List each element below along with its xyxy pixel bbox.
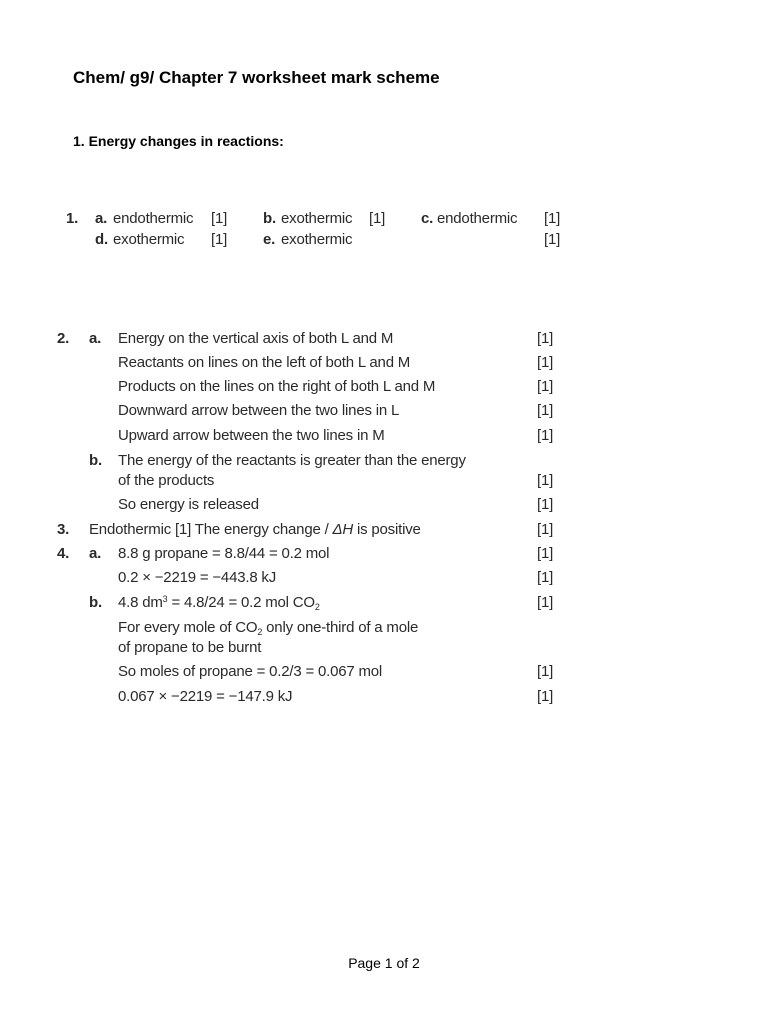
answer-line: So moles of propane = 0.2/3 = 0.067 mol [118,663,383,680]
mark: [1] [537,521,554,538]
mark: [1] [537,688,554,705]
answer-text: only one-third of a mole [262,619,419,636]
mark: [1] [211,210,228,227]
part-letter: a. [89,545,102,562]
answer-line: So energy is released [118,496,259,513]
answer-line: Energy on the vertical axis of both L and M [118,330,394,347]
question-number: 3. [57,521,70,538]
answer-letter: b. [263,210,276,227]
part-letter: b. [89,452,102,469]
answer-text: exothermic [281,210,353,227]
answer-line: Reactants on lines on the left of both L and M [118,354,411,371]
question-number: 4. [57,545,70,562]
section-heading: 1. Energy changes in reactions: [73,133,284,149]
subscript: 2 [257,627,263,637]
answer-letter: e. [263,231,276,248]
answer-line [118,619,418,637]
mark: [1] [537,354,554,371]
answer-text: endothermic [437,210,518,227]
mark: [1] [211,231,228,248]
page-footer: Page 1 of 2 [348,955,420,971]
mark: [1] [369,210,386,227]
answer-text: is positive [353,521,421,538]
mark: [1] [537,569,554,586]
answer-line: The energy of the reactants is greater than the energy [118,452,466,469]
page-title: Chem/ g9/ Chapter 7 worksheet mark scheme [73,68,440,87]
subscript: 2 [314,602,320,612]
answer-text: endothermic [113,210,194,227]
mark: [1] [537,330,554,347]
superscript: 3 [162,594,168,604]
question-number: 2. [57,330,70,347]
answer-text: 4.8 dm [118,594,163,611]
answer-line [118,594,320,612]
mark: [1] [537,663,554,680]
mark: [1] [544,231,561,248]
answer-text: exothermic [113,231,185,248]
answer-line: 0.067 × −2219 = −147.9 kJ [118,688,293,705]
mark: [1] [537,496,554,513]
mark: [1] [537,472,554,489]
delta-h: ΔH [332,521,354,538]
answer-text: Endothermic [1] The energy change / [89,521,333,538]
answer-line: Downward arrow between the two lines in L [118,402,400,419]
answer-text: = 4.8/24 = 0.2 mol CO [167,594,315,611]
mark: [1] [537,427,554,444]
answer-text: exothermic [281,231,353,248]
answer-line: Products on the lines on the right of both L and M [118,378,436,395]
mark: [1] [544,210,561,227]
answer-line: of propane to be burnt [118,639,262,656]
answer-line: 0.2 × −2219 = −443.8 kJ [118,569,277,586]
answer-line: of the products [118,472,215,489]
part-letter: b. [89,594,102,611]
answer-letter: d. [95,231,108,248]
question-number: 1. [66,210,79,227]
mark: [1] [537,402,554,419]
part-letter: a. [89,330,102,347]
answer-text: For every mole of CO [118,619,258,636]
mark: [1] [537,378,554,395]
answer-line [89,521,421,538]
answer-line: 8.8 g propane = 8.8/44 = 0.2 mol [118,545,330,562]
mark: [1] [537,594,554,611]
answer-letter: a. [95,210,108,227]
mark: [1] [537,545,554,562]
answer-letter: c. [421,210,434,227]
answer-line: Upward arrow between the two lines in M [118,427,385,444]
